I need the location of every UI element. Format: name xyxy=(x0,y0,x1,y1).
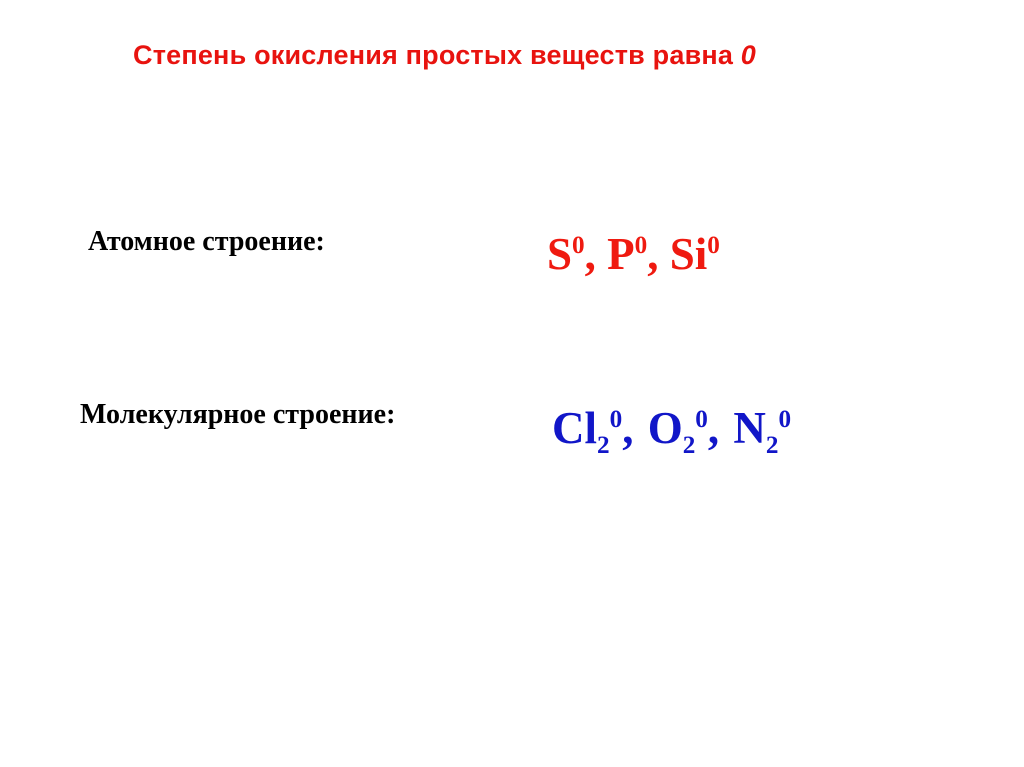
formula-molecular-oxidation-1: 0 xyxy=(609,406,623,433)
formula-molecular xyxy=(552,402,792,459)
formula-molecular-element-1: Cl xyxy=(552,403,597,453)
formula-molecular-element-3: N xyxy=(733,403,766,453)
formula-atomic-oxidation-2: 0 xyxy=(634,232,648,259)
formula-atomic xyxy=(547,228,720,280)
page-title-text: Степень окисления простых веществ равна xyxy=(133,40,741,70)
page-title xyxy=(133,38,933,74)
row-label-molecular: Молекулярное строение: xyxy=(80,399,396,430)
formula-molecular-sep-1: , xyxy=(622,403,645,453)
formula-molecular-oxidation-2: 0 xyxy=(695,406,708,433)
formula-molecular-oxidation-3: 0 xyxy=(778,406,792,433)
formula-molecular-element-2: O xyxy=(647,403,683,453)
row-label-atomic: Атомное строение: xyxy=(88,226,325,257)
page-title-zero: 0 xyxy=(740,40,757,70)
formula-atomic-sep-1: , xyxy=(584,229,608,279)
formula-atomic-oxidation-1: 0 xyxy=(572,232,585,259)
formula-molecular-index-2: 2 xyxy=(682,432,696,459)
formula-molecular-sep-2: , xyxy=(707,403,731,453)
formula-atomic-element-1: S xyxy=(547,229,573,279)
formula-atomic-element-3: Si xyxy=(669,229,708,279)
formula-molecular-index-3: 2 xyxy=(765,432,779,459)
formula-atomic-sep-2: , xyxy=(647,229,670,279)
formula-atomic-oxidation-3: 0 xyxy=(707,232,720,259)
formula-atomic-element-2: P xyxy=(607,229,635,279)
formula-molecular-index-1: 2 xyxy=(597,432,610,459)
